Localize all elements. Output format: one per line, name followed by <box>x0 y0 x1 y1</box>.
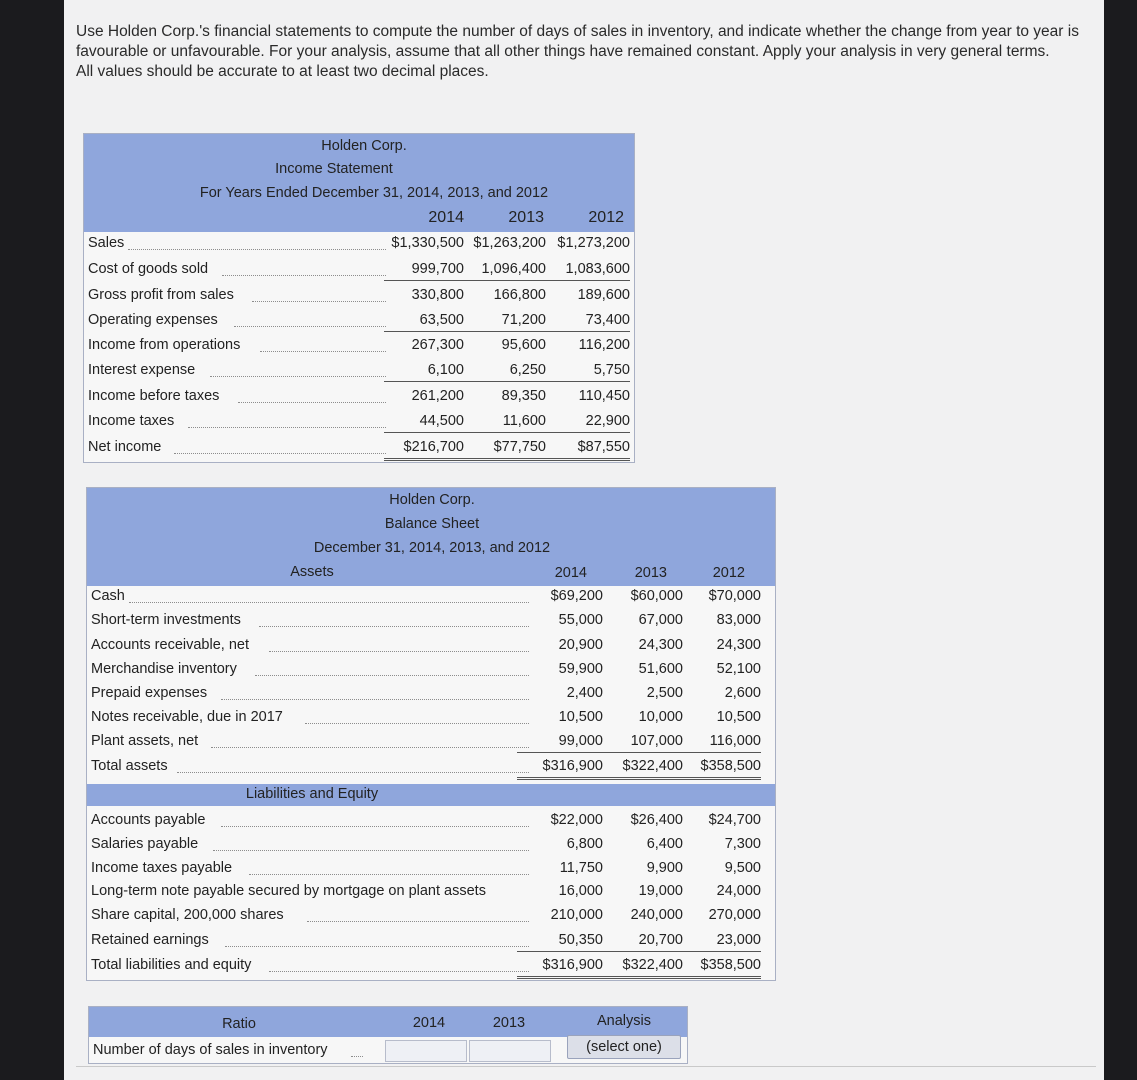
ratio-header <box>89 1007 687 1037</box>
analysis-select-label: (select one) <box>586 1039 662 1055</box>
bs-row-short-term-investments: Short-term investments 55,000 67,000 83,000 <box>91 612 761 628</box>
bottom-divider <box>76 1066 1096 1067</box>
assignment-page <box>64 0 1104 1080</box>
bs-row-long-term-note: Long-term note payable secured by mortgage on plant assets 16,000 19,000 24,000 <box>91 883 761 899</box>
is-row-gross-profit: Gross profit from sales 330,800 166,800 189,600 <box>88 287 630 303</box>
bs-year-2012: 2012 <box>712 565 745 581</box>
is-row-income-taxes: Income taxes 44,500 11,600 22,900 <box>84 410 634 434</box>
bs-company: Holden Corp. <box>389 492 475 508</box>
bs-row-total-assets: Total assets $316,900 $322,400 $358,500 <box>87 755 775 779</box>
days-inventory-2014-input[interactable] <box>385 1040 467 1062</box>
is-row-cogs: Cost of goods sold 999,700 1,096,400 1,083,600 <box>84 258 634 282</box>
bs-row-merchandise-inventory: Merchandise inventory 59,900 51,600 52,100 <box>91 661 761 677</box>
is-period: For Years Ended December 31, 2014, 2013, and 2012 <box>199 185 549 201</box>
is-row-sales: Sales $1,330,500 $1,263,200 $1,273,200 <box>88 235 630 251</box>
question-prompt <box>76 22 1096 82</box>
is-row-operating-expenses: Operating expenses 63,500 71,200 73,400 <box>84 309 634 333</box>
ratio-header-ratio: Ratio <box>222 1016 256 1032</box>
is-row-income-before-taxes: Income before taxes 261,200 89,350 110,450 <box>88 388 630 404</box>
is-year-2012: 2012 <box>588 209 624 226</box>
is-row-net-income: Net income $216,700 $77,750 $87,550 <box>84 436 634 460</box>
bs-liabilities-heading: Liabilities and Equity <box>245 786 379 802</box>
ratio-row-days-inventory: Number of days of sales in inventory <box>89 1039 687 1063</box>
income-statement-table <box>83 133 635 463</box>
liabilities-header <box>87 784 775 806</box>
precision-note: All values should be accurate to at least two decimal places. <box>76 63 489 80</box>
balance-sheet-header <box>87 488 775 586</box>
is-row-income-from-operations: Income from operations 267,300 95,600 116,200 <box>88 337 630 353</box>
bs-year-2013: 2013 <box>634 565 667 581</box>
bs-title: Balance Sheet <box>384 516 480 532</box>
question-text: Use Holden Corp.'s financial statements to compute the number of days of sales in inventory, and indicate whether the change from year to year is favourable or unfavourable. For your analysis, assume that all other things have remained constant. Apply your analysis in very general terms. <box>76 23 1079 60</box>
bs-year-2014: 2014 <box>554 565 587 581</box>
bs-row-accounts-receivable: Accounts receivable, net 20,900 24,300 24,300 <box>91 637 761 653</box>
bs-row-income-taxes-payable: Income taxes payable 11,750 9,900 9,500 <box>91 860 761 876</box>
bs-row-prepaid-expenses: Prepaid expenses 2,400 2,500 2,600 <box>91 685 761 701</box>
is-year-2014: 2014 <box>428 209 464 226</box>
bs-row-plant-assets: Plant assets, net 99,000 107,000 116,000 <box>87 730 775 754</box>
bs-assets-heading: Assets <box>290 564 334 580</box>
analysis-select[interactable] <box>567 1035 681 1059</box>
bs-row-accounts-payable: Accounts payable $22,000 $26,400 $24,700 <box>91 812 761 828</box>
bs-row-notes-receivable: Notes receivable, due in 2017 10,500 10,000 10,500 <box>91 709 761 725</box>
bs-row-total-liabilities-equity: Total liabilities and equity $316,900 $322,400 $358,500 <box>87 954 775 978</box>
is-row-interest-expense: Interest expense 6,100 6,250 5,750 <box>84 359 634 383</box>
balance-sheet-table <box>86 487 776 981</box>
bs-row-retained-earnings: Retained earnings 50,350 20,700 23,000 <box>87 929 775 953</box>
ratio-header-2014: 2014 <box>412 1015 446 1031</box>
bs-row-share-capital: Share capital, 200,000 shares 210,000 240,000 270,000 <box>91 907 761 923</box>
income-statement-header <box>84 134 634 232</box>
bs-row-cash: Cash $69,200 $60,000 $70,000 <box>91 588 761 604</box>
bs-period: December 31, 2014, 2013, and 2012 <box>313 540 551 556</box>
is-year-2013: 2013 <box>508 209 544 226</box>
ratio-table <box>88 1006 688 1064</box>
bs-row-salaries-payable: Salaries payable 6,800 6,400 7,300 <box>91 836 761 852</box>
ratio-header-analysis: Analysis <box>597 1013 651 1029</box>
ratio-header-2013: 2013 <box>492 1015 526 1031</box>
is-title: Income Statement <box>275 161 393 177</box>
days-inventory-2013-input[interactable] <box>469 1040 551 1062</box>
is-company: Holden Corp. <box>321 138 407 154</box>
